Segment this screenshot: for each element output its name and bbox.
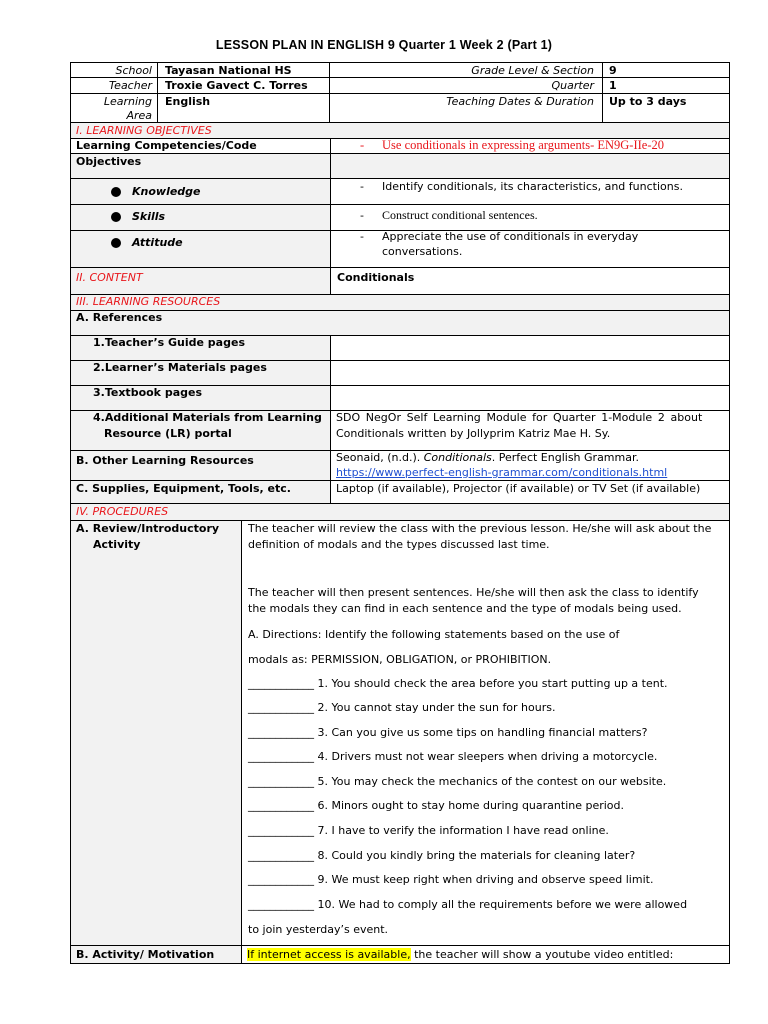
knowledge-dash: - (360, 180, 364, 193)
review-para1-line1: The teacher will review the class with the previous lesson. He/she will ask about the (248, 522, 712, 535)
teacher-label: Teacher (108, 79, 152, 92)
other-resources-citation: Seonaid, (n.d.). Conditionals. Perfect English Grammar. (336, 451, 639, 464)
quarter-label: Quarter (551, 79, 594, 92)
other-resources-label: B. Other Learning Resources (76, 454, 254, 467)
list-item-continuation: to join yesterday’s event. (248, 923, 389, 936)
competency-value: Use conditionals in expressing arguments- EN9G-IIe-20 (382, 138, 664, 152)
section-objectives-title: I. LEARNING OBJECTIVES (76, 124, 212, 137)
dates-label: Teaching Dates & Duration (446, 95, 594, 108)
list-item: ____________ 9. We must keep right when driving and observe speed limit. (248, 873, 654, 886)
additional-value-2: Conditionals written by Jollyprim Katriz Mae H. Sy. (336, 427, 611, 440)
review-para1-line2: definition of modals and the types discussed last time. (248, 538, 550, 551)
knowledge-value: Identify conditionals, its characteristics, and functions. (382, 180, 683, 193)
list-item: ____________ 1. You should check the area before you start putting up a tent. (248, 677, 668, 690)
additional-label-2: Resource (LR) portal (104, 427, 232, 440)
textbook-label: 3.Textbook pages (93, 386, 203, 399)
list-item: ____________ 3. Can you give us some tips on handling financial matters? (248, 726, 648, 739)
review-para2-line1: The teacher will then present sentences. He/she will then ask the class to identify (248, 586, 699, 599)
area-label-2: Area (126, 109, 152, 122)
quarter-value: 1 (609, 79, 617, 92)
objectives-label: Objectives (76, 155, 142, 168)
document-title: LESSON PLAN IN ENGLISH 9 Quarter 1 Week 2 (Part 1) (215, 38, 553, 52)
directions-line1: A. Directions: Identify the following statements based on the use of (248, 628, 620, 641)
supplies-value: Laptop (if available), Projector (if available) or TV Set (if available) (336, 482, 701, 495)
area-value: English (165, 95, 211, 108)
section-content-title: II. CONTENT (76, 271, 143, 284)
teacher-value: Troxie Gavect C. Torres (165, 79, 308, 92)
list-item: ____________ 7. I have to verify the information I have read online. (248, 824, 609, 837)
competency-dash: - (360, 138, 365, 152)
learners-materials-label: 2.Learner’s Materials pages (93, 361, 267, 374)
attitude-label: Attitude (132, 236, 183, 249)
teachers-guide-label: 1.Teacher’s Guide pages (93, 336, 245, 349)
bullet-icon (111, 238, 121, 248)
list-item: ____________ 2. You cannot stay under the sun for hours. (248, 701, 556, 714)
grade-label: Grade Level & Section (471, 64, 594, 77)
list-item: ____________ 6. Minors ought to stay home during quarantine period. (248, 799, 625, 812)
section-procedures (70, 503, 730, 521)
bullet-icon (111, 187, 121, 197)
highlighted-text: If internet access is available, (247, 948, 411, 961)
supplies-label: C. Supplies, Equipment, Tools, etc. (76, 482, 291, 495)
section-procedures-title: IV. PROCEDURES (76, 505, 169, 518)
skills-value: Construct conditional sentences. (382, 208, 538, 222)
list-item: ____________ 10. We had to comply all the requirements before we were allowed (248, 898, 688, 911)
activity-label: B. Activity/ Motivation (76, 948, 215, 961)
list-item: ____________ 4. Drivers must not wear sleepers when driving a motorcycle. (248, 750, 658, 763)
dates-value: Up to 3 days (609, 95, 687, 108)
review-label-1: A. Review/Introductory (76, 522, 220, 535)
attitude-dash: - (360, 230, 364, 243)
competencies-label: Learning Competencies/Code (76, 139, 257, 152)
other-resources-link[interactable]: https://www.perfect-english-grammar.com/conditionals.html (336, 466, 668, 479)
review-para2-line2: the modals they can find in each sentence and the type of modals being used. (248, 602, 682, 615)
knowledge-label: Knowledge (132, 185, 201, 198)
additional-label-1: 4.Additional Materials from Learning (93, 411, 322, 424)
content-value: Conditionals (337, 271, 415, 284)
area-label-1: Learning (103, 95, 152, 108)
directions-line2: modals as: PERMISSION, OBLIGATION, or PROHIBITION. (248, 653, 552, 666)
section-resources-title: III. LEARNING RESOURCES (76, 295, 221, 308)
references-label: A. References (76, 311, 163, 324)
attitude-value-1: Appreciate the use of conditionals in everyday (382, 230, 639, 243)
school-label: School (115, 64, 152, 77)
school-value: Tayasan National HS (165, 64, 292, 77)
skills-dash: - (360, 209, 364, 222)
grade-value: 9 (609, 64, 617, 77)
bullet-icon (111, 212, 121, 222)
skills-label: Skills (132, 210, 166, 223)
activity-value: If internet access is available, the teacher will show a youtube video entitled: (247, 948, 674, 961)
list-item: ____________ 5. You may check the mechanics of the contest on our website. (248, 775, 667, 788)
review-label-2: Activity (93, 538, 141, 551)
additional-value-1: SDO NegOr Self Learning Module for Quarter 1-Module 2 about (336, 411, 703, 424)
attitude-value-2: conversations. (382, 245, 463, 258)
list-item: ____________ 8. Could you kindly bring the materials for cleaning later? (248, 849, 636, 862)
